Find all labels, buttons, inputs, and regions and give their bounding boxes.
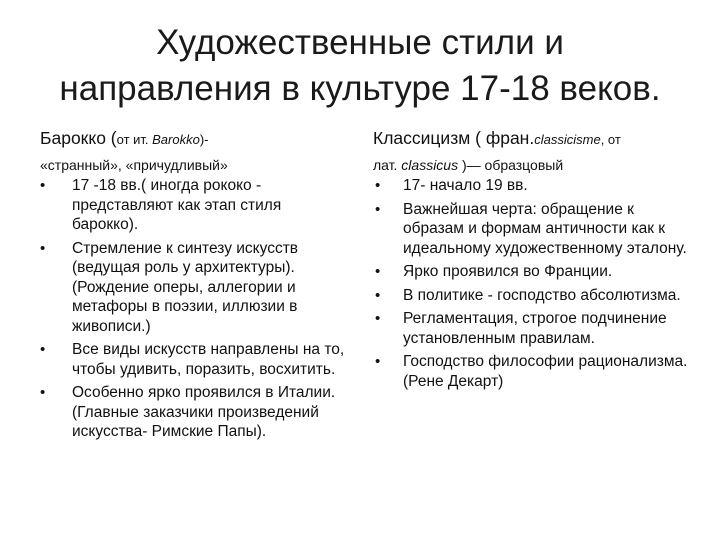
classicism-heading bbox=[373, 128, 693, 150]
list-item-text: 17- начало 19 вв. bbox=[403, 177, 528, 194]
list-item bbox=[373, 200, 693, 259]
list-item bbox=[40, 383, 350, 442]
title-line-1: Художественные стили и bbox=[156, 23, 564, 62]
classicism-subheading bbox=[373, 156, 693, 174]
list-item bbox=[373, 352, 693, 391]
baroque-heading-end: )- bbox=[199, 132, 209, 147]
bullet-icon: • bbox=[40, 341, 46, 358]
bullet-icon: • bbox=[375, 177, 381, 194]
list-item bbox=[373, 262, 693, 282]
bullet-icon: • bbox=[40, 239, 46, 257]
list-item bbox=[373, 286, 693, 306]
bullet-icon: • bbox=[375, 353, 381, 370]
classicism-subheading-start: лат. bbox=[373, 157, 402, 173]
list-item bbox=[40, 239, 350, 337]
bullet-icon: • bbox=[40, 177, 46, 194]
list-item bbox=[40, 340, 350, 379]
list-item bbox=[373, 176, 693, 196]
list-item-text: Регламентация, строгое подчинение установленным правилам. bbox=[403, 310, 667, 347]
baroque-heading-origin: от ит. bbox=[116, 132, 153, 147]
bullet-icon: • bbox=[375, 200, 381, 218]
classicism-list bbox=[373, 176, 693, 391]
classicism-column bbox=[373, 128, 693, 395]
classicism-heading-end: , от bbox=[600, 132, 621, 147]
slide-title bbox=[20, 20, 700, 112]
list-item bbox=[373, 309, 693, 348]
list-item-text: Господство философии рационализма.(Рене Декарт) bbox=[403, 353, 688, 390]
list-item-text: Все виды искусств направлены на то, чтобы удивить, поразить, восхитить. bbox=[72, 341, 345, 378]
baroque-list bbox=[40, 176, 350, 442]
bullet-icon: • bbox=[375, 263, 381, 280]
list-item bbox=[40, 176, 350, 235]
baroque-subheading: «странный», «причудливый» bbox=[40, 157, 228, 173]
list-item-text: В политике - господство абсолютизма. bbox=[403, 286, 681, 304]
baroque-column bbox=[40, 128, 350, 446]
baroque-heading bbox=[40, 128, 350, 150]
classicism-heading-main: Классицизм ( фран. bbox=[373, 128, 535, 148]
list-item-text: Особенно ярко проявился в Италии. (Главные заказчики произведений искусства- Римские Папы). bbox=[72, 384, 336, 440]
list-item-text: Важнейшая черта: обращение к образам и формам античности как к идеальному художественному эталону. bbox=[403, 200, 687, 257]
list-item-text: Стремление к синтезу искусств (ведущая роль у архитектуры).(Рождение оперы, аллегории и метафоры в поэзии, иллюзии в живописи.) bbox=[72, 239, 299, 335]
baroque-heading-term: Barokko bbox=[152, 132, 200, 147]
classicism-subheading-term: classicus bbox=[401, 157, 459, 173]
list-item-text: Ярко проявился во Франции. bbox=[403, 263, 613, 280]
classicism-subheading-end: )— образцовый bbox=[458, 157, 564, 173]
bullet-icon: • bbox=[40, 384, 46, 401]
title-line-2: направления в культуре 17-18 веков. bbox=[59, 69, 661, 108]
list-item-text: 17 -18 вв.( иногда рококо - представляют как этап стиля барокко). bbox=[72, 177, 282, 233]
baroque-heading-main: Барокко ( bbox=[40, 128, 117, 148]
bullet-icon: • bbox=[375, 286, 381, 304]
bullet-icon: • bbox=[375, 310, 381, 327]
classicism-heading-term: classicisme bbox=[534, 132, 601, 147]
